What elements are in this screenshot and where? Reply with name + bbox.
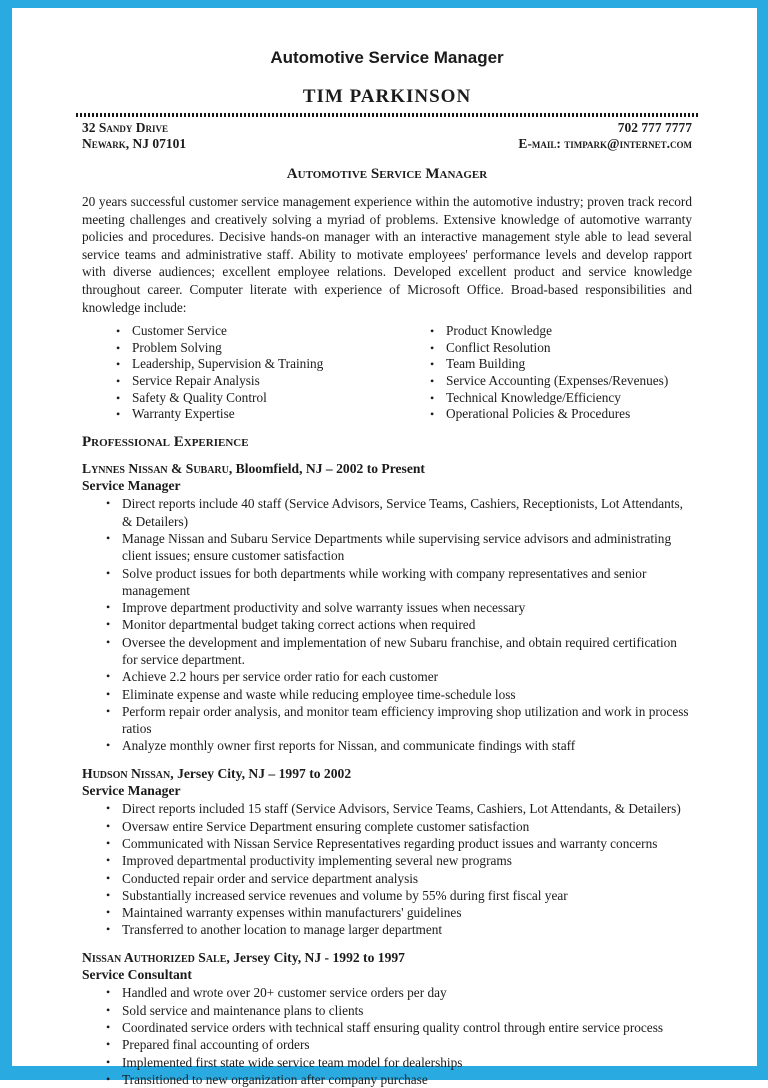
address-line-2: Newark, NJ 07101 xyxy=(82,136,187,151)
job-bullet: • Maintained warranty expenses within manufacturers' guidelines xyxy=(104,904,692,921)
job-bullet: • Analyze monthly owner first reports for Nissan, and communicate findings with staff xyxy=(104,737,692,754)
skill-item: • Customer Service xyxy=(114,323,428,340)
job-bullet: • Coordinated service orders with technical staff ensuring quality control through entire service process xyxy=(104,1019,692,1036)
job-bullet: • Direct reports include 40 staff (Service Advisors, Service Teams, Cashiers, Receptionists, Lot Attendants, & Detailers) xyxy=(104,495,692,530)
contact-phone-email xyxy=(518,120,692,152)
jobs-container xyxy=(82,460,692,1088)
job-bullet: • Solve product issues for both departments while working with company representatives and senior management xyxy=(104,565,692,600)
contact-address xyxy=(82,120,186,152)
skills-columns xyxy=(82,323,692,423)
job-meta: , Jersey City, NJ - 1992 to 1997 xyxy=(226,949,405,965)
job-header xyxy=(82,949,692,966)
dotted-divider xyxy=(76,113,698,117)
summary-paragraph: 20 years successful customer service management experience within the automotive industry; proven track record meeting challenges and creatively solving a myriad of problems. Extensive knowledge of automotive warranty policies and procedures. Decisive hands-on manager with an interactive management style able to lead several service teams and administrative staff. Ability to motivate employees' performance levels and develop rapport with diverse audiences; excellent employee relations. Developed excellent product and service knowledge throughout career. Computer literate with experience of Microsoft Office. Broad-based responsibilities and knowledge include: xyxy=(82,194,692,315)
job-header xyxy=(82,765,692,782)
job-bullet: • Conducted repair order and service department analysis xyxy=(104,870,692,887)
job-bullet: • Achieve 2.2 hours per service order ratio for each customer xyxy=(104,668,692,685)
job-meta: , Jersey City, NJ – 1997 to 2002 xyxy=(170,765,352,781)
job-company: Hudson Nissan xyxy=(82,765,171,781)
skill-item: • Team Building xyxy=(428,356,692,373)
job-bullet-list xyxy=(104,495,692,754)
job-bullet: • Transitioned to new organization after company purchase xyxy=(104,1071,692,1088)
job-bullet: • Implemented first state wide service team model for dealerships xyxy=(104,1054,692,1071)
job-bullet-list xyxy=(104,984,692,1088)
skill-item: • Conflict Resolution xyxy=(428,340,692,357)
job-bullet: • Transferred to another location to manage larger department xyxy=(104,921,692,938)
job-bullet: • Perform repair order analysis, and monitor team efficiency improving shop utilization and work in process ratios xyxy=(104,703,692,738)
phone-number: 702 777 7777 xyxy=(617,120,692,135)
job-title: Service Manager xyxy=(82,783,181,799)
job-bullet: • Oversee the development and implementation of new Subaru franchise, and obtain required certification for service department. xyxy=(104,634,692,669)
job-header xyxy=(82,460,692,477)
resume-page xyxy=(12,8,757,1087)
skill-item: • Service Repair Analysis xyxy=(114,373,428,390)
job-bullet: • Communicated with Nissan Service Representatives regarding product issues and warranty concerns xyxy=(104,835,692,852)
job-company: Nissan Authorized Sale xyxy=(82,949,227,965)
experience-heading: Professional Experience xyxy=(82,433,249,450)
contact-block xyxy=(82,120,692,152)
address-line-1: 32 Sandy Drive xyxy=(82,120,169,135)
job-company: Lynnes Nissan & Subaru xyxy=(82,460,229,476)
job-title: Service Manager xyxy=(82,478,181,494)
job-bullet: • Improve department productivity and solve warranty issues when necessary xyxy=(104,599,692,616)
job-bullet-list xyxy=(104,800,692,938)
skill-item: • Service Accounting (Expenses/Revenues) xyxy=(428,373,692,390)
job-bullet: • Eliminate expense and waste while reducing employee time-schedule loss xyxy=(104,686,692,703)
job-entry xyxy=(82,765,692,939)
job-entry xyxy=(82,460,692,755)
skill-item: • Operational Policies & Procedures xyxy=(428,406,692,423)
job-bullet: • Prepared final accounting of orders xyxy=(104,1036,692,1053)
job-bullet: • Improved departmental productivity implementing several new programs xyxy=(104,852,692,869)
objective-heading: Automotive Service Manager xyxy=(286,166,488,182)
candidate-name: TIM PARKINSON xyxy=(302,86,472,107)
skill-item: • Technical Knowledge/Efficiency xyxy=(428,390,692,407)
job-title: Service Consultant xyxy=(82,967,192,983)
job-bullet: • Sold service and maintenance plans to clients xyxy=(104,1002,692,1019)
job-bullet: • Manage Nissan and Subaru Service Departments while supervising service advisors and administrating client issues; ensure customer satisfaction xyxy=(104,530,692,565)
skill-item: • Leadership, Supervision & Training xyxy=(114,356,428,373)
skills-list-right xyxy=(428,323,692,423)
skill-item: • Problem Solving xyxy=(114,340,428,357)
job-bullet: • Monitor departmental budget taking correct actions when required xyxy=(104,616,692,633)
job-bullet: • Direct reports included 15 staff (Service Advisors, Service Teams, Cashiers, Lot Attendants, & Detailers) xyxy=(104,800,692,817)
job-meta: , Bloomfield, NJ – 2002 to Present xyxy=(228,460,425,476)
job-bullet: • Handled and wrote over 20+ customer service orders per day xyxy=(104,984,692,1001)
job-entry xyxy=(82,949,692,1088)
job-bullet: • Oversaw entire Service Department ensuring complete customer satisfaction xyxy=(104,818,692,835)
job-bullet: • Substantially increased service revenues and volume by 55% during first fiscal year xyxy=(104,887,692,904)
skill-item: • Product Knowledge xyxy=(428,323,692,340)
skills-list-left xyxy=(114,323,428,423)
doc-title: Automotive Service Manager xyxy=(270,48,504,67)
skill-item: • Warranty Expertise xyxy=(114,406,428,423)
skill-item: • Safety & Quality Control xyxy=(114,390,428,407)
email-address: E-mail: timpark@internet.com xyxy=(518,136,692,151)
